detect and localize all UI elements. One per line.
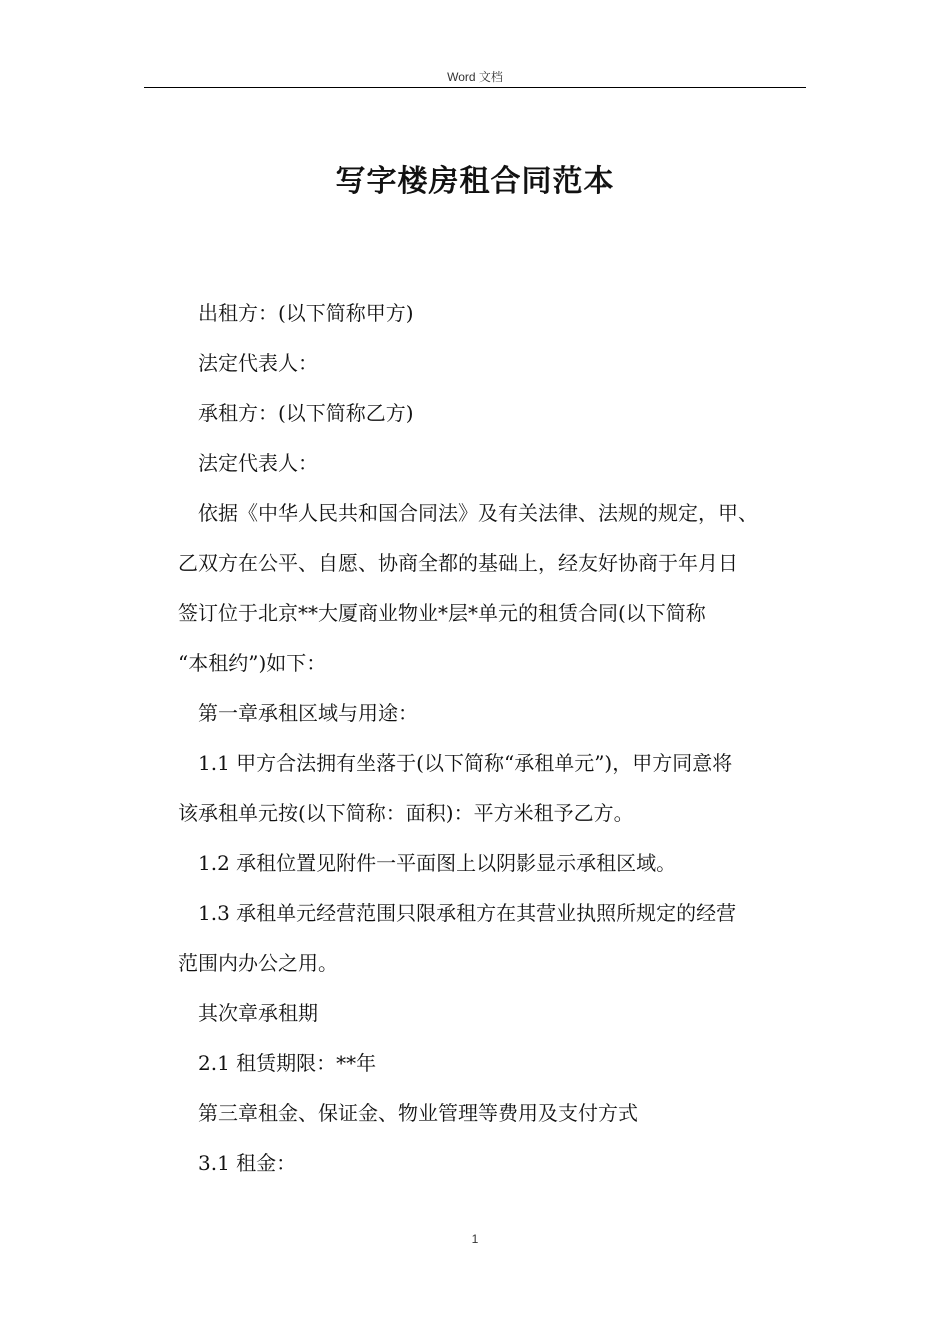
paragraph-line: “本租约”)如下： [178, 651, 327, 675]
paragraph-line: 乙双方在公平、自愿、协商全都的基础上，经友好协商于年月日 [178, 551, 738, 575]
page-header: Word 文档 [447, 70, 503, 84]
document-title: 写字楼房租合同范本 [335, 164, 615, 199]
paragraph-line: 其次章承租期 [198, 1001, 318, 1025]
paragraph-line: 范围内办公之用。 [178, 951, 338, 975]
page-number: 1 [471, 1232, 479, 1246]
paragraph-line: 1.1 甲方合法拥有坐落于(以下简称“承租单元”)，甲方同意将 [198, 751, 733, 775]
document-body [178, 288, 818, 1188]
paragraph-line: 出租方：(以下简称甲方) [198, 301, 414, 325]
paragraph-line: 该承租单元按(以下简称：面积)：平方米租予乙方。 [178, 801, 634, 825]
paragraph-line: 1.2 承租位置见附件一平面图上以阴影显示承租区域。 [198, 851, 677, 875]
paragraph-line: 3.1 租金： [198, 1151, 297, 1175]
paragraph-line: 第三章租金、保证金、物业管理等费用及支付方式 [198, 1101, 638, 1125]
paragraph-line: 2.1 租赁期限：**年 [198, 1051, 377, 1075]
paragraph-line: 承租方：(以下简称乙方) [198, 401, 414, 425]
paragraph-line: 法定代表人： [198, 351, 318, 375]
paragraph-line: 1.3 承租单元经营范围只限承租方在其营业执照所规定的经营 [198, 901, 737, 925]
paragraph-line: 法定代表人： [198, 451, 318, 475]
paragraph-line: 第一章承租区域与用途： [198, 701, 418, 725]
header-divider [144, 87, 806, 88]
paragraph-line: 依据《中华人民共和国合同法》及有关法律、法规的规定，甲、 [198, 501, 758, 525]
paragraph-line: 签订位于北京**大厦商业物业*层*单元的租赁合同(以下简称 [178, 601, 706, 625]
